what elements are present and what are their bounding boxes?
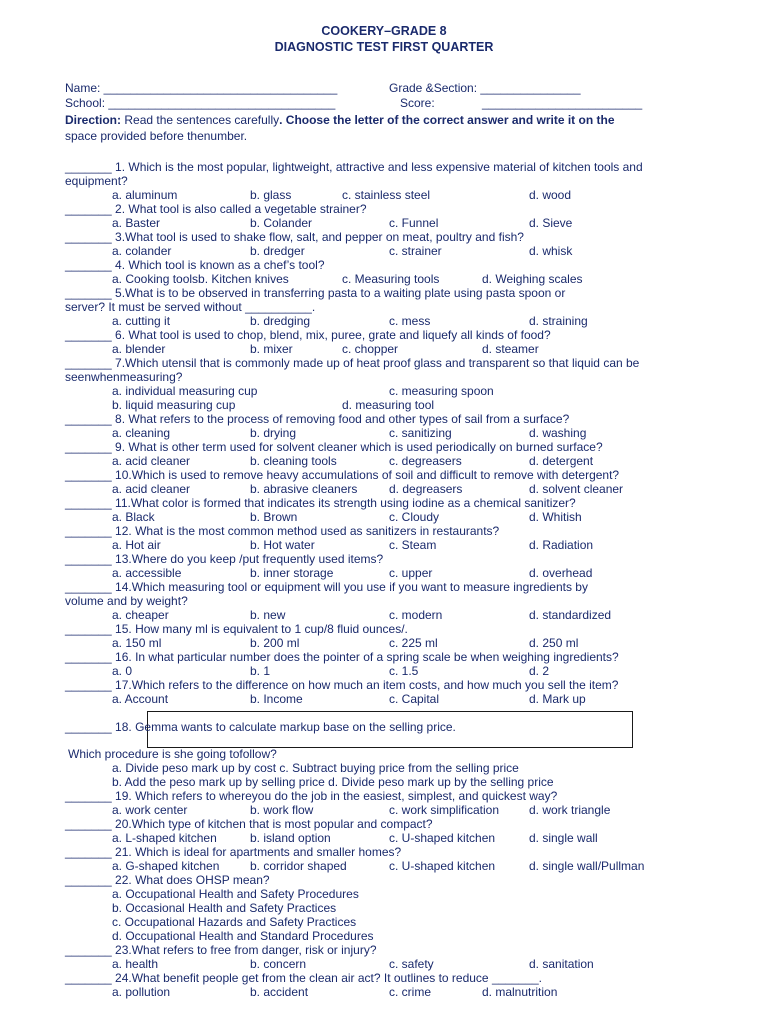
- answer-option: d. Weighing scales: [482, 272, 583, 286]
- question-line: seenwhenmeasuring?: [65, 370, 183, 384]
- answer-option: a. pollution: [112, 985, 171, 999]
- answer-option: a. aluminum: [112, 188, 178, 202]
- answer-option: a. Account: [112, 692, 169, 706]
- answer-option: a. Black: [112, 510, 155, 524]
- question-line: _______ 16. In what particular number does the pointer of a spring scale be when weighing ingredients?: [65, 650, 619, 664]
- answer-option: c. Steam: [389, 538, 437, 552]
- answer-option: d. solvent cleaner: [529, 482, 624, 496]
- answer-option: a. Baster: [112, 216, 161, 230]
- answer-option: c. Cloudy: [389, 510, 440, 524]
- answer-option: c. measuring spoon: [389, 384, 494, 398]
- answer-option: a. L-shaped kitchen: [112, 831, 217, 845]
- answer-option: d. Occupational Health and Standard Procedures: [112, 929, 374, 943]
- answer-option: d. whisk: [529, 244, 573, 258]
- question-line: _______ 19. Which refers to whereyou do the job in the easiest, simplest, and quickest way?: [65, 789, 558, 803]
- answer-option: c. sanitizing: [389, 426, 452, 440]
- answer-option: d. detergent: [529, 454, 594, 468]
- question-line: _______ 5.What is to be observed in transferring pasta to a waiting plate using pasta spoon or: [65, 286, 566, 300]
- question-line: _______ 15. How many ml is equivalent to 1 cup/8 fluid ounces/.: [65, 622, 408, 636]
- answer-option: d. 2: [529, 664, 550, 678]
- answer-option: b. cleaning tools: [250, 454, 337, 468]
- answer-option: b. corridor shaped: [250, 859, 347, 873]
- question-line: server? It must be served without __________.: [65, 300, 316, 314]
- answer-option: a. acid cleaner: [112, 454, 191, 468]
- answer-option: d. wood: [529, 188, 572, 202]
- direction-text-1: Read the sentences carefully: [121, 113, 280, 127]
- question-line: _______ 24.What benefit people get from the clean air act? It outlines to reduce _______.: [65, 971, 542, 985]
- answer-option: b. concern: [250, 957, 307, 971]
- answer-option: d. work triangle: [529, 803, 611, 817]
- answer-option: a. health: [112, 957, 159, 971]
- answer-option: b. work flow: [250, 803, 314, 817]
- direction-text-2: . Choose the letter of the correct answer and write it on the: [279, 113, 615, 127]
- answer-option: d. 250 ml: [529, 636, 579, 650]
- answer-option: b. 1: [250, 664, 271, 678]
- question-line: _______ 3.What tool is used to shake flow, salt, and pepper on meat, poultry and fish?: [65, 230, 524, 244]
- answer-option: a. Hot air: [112, 538, 161, 552]
- grade-section-field: Grade &Section: _______________: [389, 81, 581, 95]
- answer-option: a. cheaper: [112, 608, 169, 622]
- answer-option: b. mixer: [250, 342, 293, 356]
- answer-option: c. stainless steel: [342, 188, 431, 202]
- answer-option: a. G-shaped kitchen: [112, 859, 220, 873]
- answer-option: a. Divide peso mark up by cost c. Subtract buying price from the selling price: [112, 761, 519, 775]
- answer-option: c. work simplification: [389, 803, 500, 817]
- answer-option: c. Capital: [389, 692, 440, 706]
- title-line-2: DIAGNOSTIC TEST FIRST QUARTER: [274, 40, 494, 54]
- answer-option: c. modern: [389, 608, 443, 622]
- answer-option: c. chopper: [342, 342, 399, 356]
- question-line: _______ 14.Which measuring tool or equipment will you use if you want to measure ingredients by: [65, 580, 588, 594]
- answer-option: b. Add the peso mark up by selling price d. Divide peso mark up by the selling price: [112, 775, 554, 789]
- answer-option: c. crime: [389, 985, 431, 999]
- answer-option: a. work center: [112, 803, 188, 817]
- answer-option: b. Hot water: [250, 538, 315, 552]
- question-line: _______ 18. Gemma wants to calculate markup base on the selling price.: [65, 720, 456, 734]
- question-line: volume and by weight?: [65, 594, 188, 608]
- question-line: _______ 7.Which utensil that is commonly made up of heat proof glass and transparent so that liquid can be: [65, 356, 640, 370]
- answer-option: b. liquid measuring cup: [112, 398, 236, 412]
- answer-option: a. 0: [112, 664, 133, 678]
- question-line: _______ 13.Where do you keep /put frequently used items?: [65, 552, 384, 566]
- question-line: _______ 17.Which refers to the difference on how much an item costs, and how much you sell the item?: [65, 678, 619, 692]
- question-line: _______ 4. Which tool is known as a chef’s tool?: [65, 258, 325, 272]
- answer-option: d. degreasers: [389, 482, 463, 496]
- answer-option: b. dredging: [250, 314, 311, 328]
- answer-option: d. sanitation: [529, 957, 594, 971]
- answer-option: a. colander: [112, 244, 172, 258]
- name-field: Name: ___________________________________: [65, 81, 338, 95]
- answer-option: c. mess: [389, 314, 431, 328]
- answer-option: b. drying: [250, 426, 297, 440]
- answer-option: a. accessible: [112, 566, 182, 580]
- answer-option: c. U-shaped kitchen: [389, 831, 496, 845]
- answer-option: d. Radiation: [529, 538, 594, 552]
- answer-option: b. new: [250, 608, 286, 622]
- title-line-1: COOKERY–GRADE 8: [321, 24, 447, 38]
- direction-label: Direction:: [65, 113, 122, 127]
- answer-option: a. individual measuring cup: [112, 384, 258, 398]
- answer-option: c. upper: [389, 566, 433, 580]
- answer-option: c. safety: [389, 957, 434, 971]
- answer-option: b. accident: [250, 985, 309, 999]
- school-field: School: __________________________________: [65, 96, 336, 110]
- answer-option: b. dredger: [250, 244, 305, 258]
- question-line: _______ 2. What tool is also called a vegetable strainer?: [65, 202, 367, 216]
- answer-option: a. 150 ml: [112, 636, 162, 650]
- answer-option: b. Colander: [250, 216, 313, 230]
- answer-option: b. Occasional Health and Safety Practices: [112, 901, 337, 915]
- question-line: _______ 8. What refers to the process of removing food and other types of sail from a surface?: [65, 412, 570, 426]
- answer-option: c. 1.5: [389, 664, 419, 678]
- answer-option: d. Whitish: [529, 510, 582, 524]
- answer-option: a. acid cleaner: [112, 482, 191, 496]
- answer-option: b. glass: [250, 188, 292, 202]
- question-line: _______ 6. What tool is used to chop, blend, mix, puree, grate and liquefy all kinds of food?: [65, 328, 551, 342]
- question-line: _______ 20.Which type of kitchen that is most popular and compact?: [65, 817, 433, 831]
- answer-option: d. Sieve: [529, 216, 573, 230]
- direction-line-1: [65, 113, 615, 127]
- answer-option: b. inner storage: [250, 566, 334, 580]
- answer-option: d. overhead: [529, 566, 593, 580]
- score-field: ________________________: [482, 96, 643, 110]
- answer-option: b. island option: [250, 831, 331, 845]
- answer-option: b. abrasive cleaners: [250, 482, 358, 496]
- answer-option: a. Occupational Health and Safety Procedures: [112, 887, 359, 901]
- answer-option: d. standardized: [529, 608, 612, 622]
- answer-option: a. Cooking toolsb. Kitchen knives: [112, 272, 289, 286]
- answer-option: d. single wall: [529, 831, 598, 845]
- answer-option: c. U-shaped kitchen: [389, 859, 496, 873]
- question-line: Which procedure is she going tofollow?: [68, 747, 277, 761]
- question-line: _______ 12. What is the most common method used as sanitizers in restaurants?: [65, 524, 500, 538]
- answer-option: d. single wall/Pullman: [529, 859, 645, 873]
- question-line: _______ 11.What color is formed that indicates its strength using iodine as a chemical sanitizer?: [65, 496, 576, 510]
- answer-option: a. cleaning: [112, 426, 171, 440]
- question-line: _______ 23.What refers to free from danger, risk or injury?: [65, 943, 377, 957]
- answer-option: c. 225 ml: [389, 636, 438, 650]
- answer-option: c. strainer: [389, 244, 442, 258]
- answer-option: c. degreasers: [389, 454, 462, 468]
- question-line: _______ 21. Which is ideal for apartments and smaller homes?: [65, 845, 402, 859]
- answer-option: c. Measuring tools: [342, 272, 440, 286]
- score-label: Score:: [400, 96, 435, 110]
- answer-option: a. cutting it: [112, 314, 171, 328]
- question-line: equipment?: [65, 174, 128, 188]
- answer-option: c. Funnel: [389, 216, 439, 230]
- answer-option: c. Occupational Hazards and Safety Practices: [112, 915, 357, 929]
- answer-option: b. 200 ml: [250, 636, 300, 650]
- answer-option: d. malnutrition: [482, 985, 558, 999]
- direction-line-2: space provided before thenumber.: [65, 129, 248, 143]
- answer-option: d. steamer: [482, 342, 539, 356]
- question-line: _______ 9. What is other term used for solvent cleaner which is used periodically on burned surface?: [65, 440, 603, 454]
- answer-option: d. Mark up: [529, 692, 586, 706]
- question-line: _______ 22. What does OHSP mean?: [65, 873, 270, 887]
- answer-option: a. blender: [112, 342, 166, 356]
- question-line: _______ 10.Which is used to remove heavy accumulations of soil and difficult to remove with detergent?: [65, 468, 620, 482]
- answer-option: d. straining: [529, 314, 588, 328]
- answer-option: d. washing: [529, 426, 587, 440]
- answer-option: d. measuring tool: [342, 398, 435, 412]
- question-line: _______ 1. Which is the most popular, lightweight, attractive and less expensive material of kitchen tools and: [65, 160, 643, 174]
- answer-option: b. Brown: [250, 510, 298, 524]
- answer-option: b. Income: [250, 692, 303, 706]
